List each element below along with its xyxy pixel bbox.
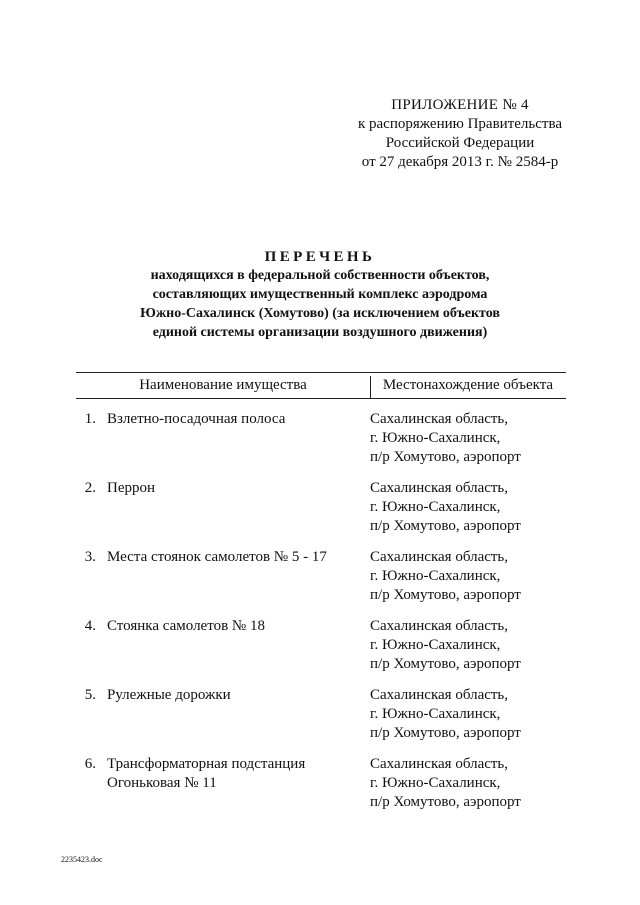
row-number: 5.	[84, 687, 96, 703]
row-location-line: г. Южно-Сахалинск,	[370, 499, 501, 515]
row-location-line: п/р Хомутово, аэропорт	[370, 449, 521, 465]
row-location	[370, 686, 566, 743]
table-row	[76, 548, 566, 617]
table-row	[76, 686, 566, 755]
row-location	[370, 617, 566, 674]
row-location-line: г. Южно-Сахалинск,	[370, 430, 501, 446]
file-name-footer: 2235423.doc	[61, 855, 103, 864]
table-body	[76, 410, 566, 824]
table-header-rule	[76, 398, 566, 399]
row-number: 3.	[84, 549, 96, 565]
table-top-rule	[76, 372, 566, 373]
row-location-line: Сахалинская область,	[370, 618, 509, 634]
row-name-line: Взлетно-посадочная полоса	[107, 411, 286, 427]
row-name-line: Стоянка самолетов № 18	[107, 618, 265, 634]
subtitle-line: находящихся в федеральной собственности объектов,	[150, 268, 490, 283]
row-location	[370, 410, 566, 467]
table-row	[76, 755, 566, 824]
row-number: 6.	[84, 756, 96, 772]
appendix-title: ПРИЛОЖЕНИЕ № 4	[391, 97, 529, 113]
table-row	[76, 410, 566, 479]
row-name-line: Рулежные дорожки	[107, 687, 231, 703]
appendix-line: к распоряжению Правительства	[357, 116, 562, 132]
row-name-line: Места стоянок самолетов № 5 - 17	[107, 549, 327, 565]
row-name	[107, 686, 367, 705]
row-number: 4.	[84, 618, 96, 634]
row-location-line: г. Южно-Сахалинск,	[370, 706, 501, 722]
table-row	[76, 479, 566, 548]
appendix-block	[330, 96, 590, 172]
row-location-line: п/р Хомутово, аэропорт	[370, 725, 521, 741]
row-location-line: г. Южно-Сахалинск,	[370, 775, 501, 791]
subtitle-line: единой системы организации воздушного движения)	[152, 325, 488, 340]
row-location-line: п/р Хомутово, аэропорт	[370, 794, 521, 810]
row-name-line: Огоньковая № 11	[107, 775, 217, 791]
document-title: ПЕРЕЧЕНЬ	[264, 249, 376, 265]
row-name-line: Трансформаторная подстанция	[107, 756, 306, 772]
row-number: 1.	[84, 411, 96, 427]
row-location	[370, 548, 566, 605]
appendix-date-line: от 27 декабря 2013 г. № 2584-р	[361, 154, 559, 170]
document-subtitle	[100, 266, 540, 342]
row-location-line: Сахалинская область,	[370, 756, 509, 772]
row-name	[107, 617, 367, 636]
row-name-line: Перрон	[107, 480, 156, 496]
appendix-line: Российской Федерации	[385, 135, 535, 151]
row-name	[107, 479, 367, 498]
row-number: 2.	[84, 480, 96, 496]
subtitle-line: составляющих имущественный комплекс аэродрома	[152, 287, 488, 302]
row-location-line: Сахалинская область,	[370, 687, 509, 703]
header-name-column: Наименование имущества	[139, 377, 307, 393]
row-location-line: г. Южно-Сахалинск,	[370, 568, 501, 584]
row-name	[107, 548, 367, 567]
row-location-line: п/р Хомутово, аэропорт	[370, 587, 521, 603]
row-location-line: п/р Хомутово, аэропорт	[370, 518, 521, 534]
row-location	[370, 479, 566, 536]
row-name	[107, 755, 367, 793]
table-header-block	[76, 372, 566, 399]
table-row	[76, 617, 566, 686]
header-location-column: Местонахождение объекта	[382, 377, 554, 393]
row-location	[370, 755, 566, 812]
row-location-line: Сахалинская область,	[370, 411, 509, 427]
table-header	[76, 376, 566, 398]
row-location-line: г. Южно-Сахалинск,	[370, 637, 501, 653]
row-location-line: п/р Хомутово, аэропорт	[370, 656, 521, 672]
subtitle-line: Южно-Сахалинск (Хомутово) (за исключением объектов	[140, 306, 500, 321]
row-location-line: Сахалинская область,	[370, 480, 509, 496]
row-name	[107, 410, 367, 429]
row-location-line: Сахалинская область,	[370, 549, 509, 565]
